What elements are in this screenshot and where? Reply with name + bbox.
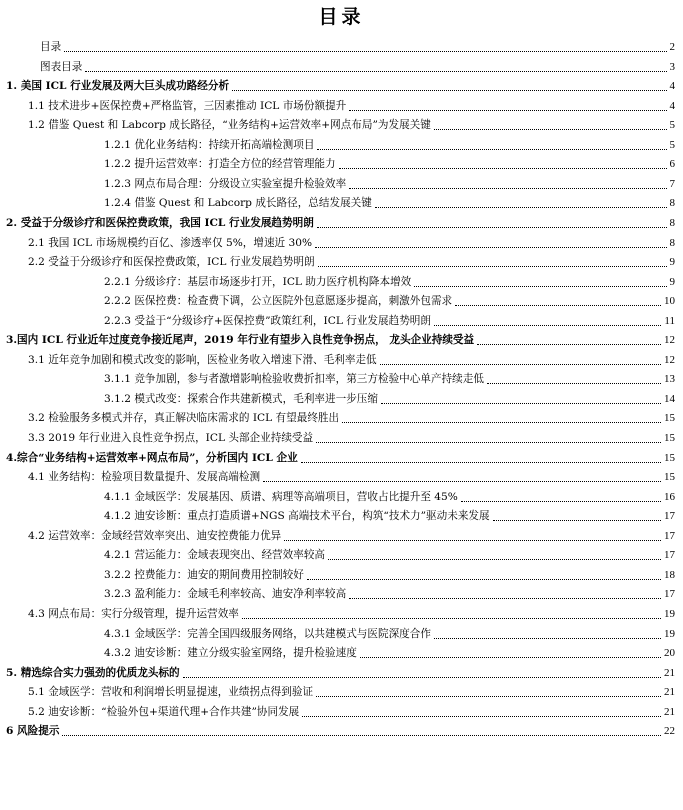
toc-page-number: 18 xyxy=(664,568,675,581)
toc-entry-label: 3.1 近年竞争加剧和模式改变的影响，医检业务收入增速下滑、毛利率走低 xyxy=(28,353,377,366)
toc-page-number: 21 xyxy=(664,705,675,718)
toc-page-number: 19 xyxy=(664,607,675,620)
toc-dot-leader xyxy=(349,188,666,189)
toc-entry[interactable] xyxy=(28,95,675,114)
toc-dot-leader xyxy=(318,266,667,267)
page-title: 目录 xyxy=(318,6,365,28)
toc-dot-leader xyxy=(302,716,661,717)
toc-entry[interactable] xyxy=(6,662,675,681)
toc-page-number: 12 xyxy=(664,334,675,347)
toc-page-number: 13 xyxy=(664,373,675,386)
toc-dot-leader xyxy=(455,305,661,306)
toc-entry[interactable] xyxy=(28,701,675,720)
toc-dot-leader xyxy=(349,598,661,599)
toc-entry-label: 4.3 网点布局：实行分级管理，提升运营效率 xyxy=(28,607,239,620)
toc-entry-label: 2.2.2 医保控费：检查费下调，公立医院外包意愿逐步提高，刺激外包需求 xyxy=(104,295,453,308)
toc-page-number: 12 xyxy=(664,353,675,366)
toc-entry[interactable] xyxy=(6,720,675,739)
toc-entry-label: 4.综合“业务结构+运营效率+网点布局”，分析国内 ICL 企业 xyxy=(6,451,298,464)
toc-page-number: 9 xyxy=(669,256,675,269)
toc-entry-label: 3.2.3 盈利能力：金域毛利率较高、迪安净利率较高 xyxy=(104,588,347,601)
toc-page-number: 15 xyxy=(664,451,675,464)
toc-dot-leader xyxy=(434,129,667,130)
toc-entry[interactable] xyxy=(6,447,675,466)
toc-entry-label: 3.3 2019 年行业进入良性竞争拐点，ICL 头部企业持续受益 xyxy=(28,432,314,444)
toc-dot-leader xyxy=(493,520,661,521)
toc-entry-label: 1. 美国 ICL 行业发展及两大巨头成功路经分析 xyxy=(6,80,230,93)
toc-page-number: 10 xyxy=(664,295,675,308)
toc-dot-leader xyxy=(477,344,661,345)
toc-page-number: 19 xyxy=(664,627,675,640)
toc-entry[interactable] xyxy=(28,525,675,544)
toc-dot-leader xyxy=(315,247,666,248)
toc-page-number: 17 xyxy=(664,529,675,542)
toc-page-number: 5 xyxy=(669,119,675,132)
toc-page-number: 8 xyxy=(669,236,675,249)
toc-page-number: 17 xyxy=(664,510,675,523)
toc-entry[interactable] xyxy=(104,134,675,153)
toc-entry-label: 5.2 迪安诊断：“检验外包+渠道代理+合作共建”协同发展 xyxy=(28,705,300,718)
toc-dot-leader xyxy=(380,364,661,365)
toc-entry-label: 目录 xyxy=(40,41,62,53)
toc-entry[interactable] xyxy=(104,368,675,387)
toc-dot-leader xyxy=(434,638,661,639)
toc-page-number: 22 xyxy=(664,725,675,738)
toc-entry-label: 1.1 技术进步+医保控费+严格监管，三因素推动 ICL 市场份额提升 xyxy=(28,99,347,112)
toc-page-number: 15 xyxy=(664,432,675,444)
toc-entry-label: 6 风险提示 xyxy=(6,725,60,738)
toc-page-number: 4 xyxy=(669,80,675,93)
toc-entry-label: 4.3.2 迪安诊断：建立分级实验室网络，提升检验速度 xyxy=(104,647,357,660)
toc-page-number: 8 xyxy=(669,216,675,229)
toc-page-number: 6 xyxy=(669,158,675,171)
toc-dot-leader xyxy=(242,618,661,619)
toc-dot-leader xyxy=(85,71,666,72)
toc-entry-label: 5.1 金域医学：营收和利润增长明显提速，业绩拐点得到验证 xyxy=(28,686,314,699)
toc-entry-label: 2.2.1 分级诊疗：基层市场逐步打开，ICL 助力医疗机构降本增效 xyxy=(104,275,412,288)
toc-entry[interactable] xyxy=(28,232,675,251)
toc-page-number: 3 xyxy=(669,60,675,73)
toc-page-number: 17 xyxy=(664,549,675,562)
toc-entry[interactable] xyxy=(28,349,675,368)
toc-entry-label: 1.2.4 借鉴 Quest 和 Labcorp 成长路径，总结发展关键 xyxy=(104,197,372,210)
toc-page-number: 20 xyxy=(664,647,675,660)
toc-dot-leader xyxy=(316,696,661,697)
toc-entry[interactable] xyxy=(6,212,675,231)
toc-dot-leader xyxy=(317,227,667,228)
toc-entry-label: 3.1.2 模式改变：探索合作共建新模式，毛利率进一步压缩 xyxy=(104,392,378,405)
toc-dot-leader xyxy=(349,110,666,111)
toc-page-number: 16 xyxy=(664,490,675,503)
toc-entry[interactable] xyxy=(104,544,675,563)
toc-dot-leader xyxy=(263,481,661,482)
toc-dot-leader xyxy=(316,442,661,443)
toc-entry-label: 5. 精选综合实力强劲的优质龙头标的 xyxy=(6,666,180,679)
toc-dot-leader xyxy=(381,403,661,404)
toc-page-number: 4 xyxy=(669,99,675,112)
toc-page-number: 17 xyxy=(664,588,675,601)
toc-entry[interactable] xyxy=(104,564,675,583)
toc-entry[interactable] xyxy=(104,153,675,172)
toc-entry-label: 2. 受益于分级诊疗和医保控费政策，我国 ICL 行业发展趋势明朗 xyxy=(6,216,314,229)
toc-page-number: 15 xyxy=(664,412,675,425)
toc-entry-label: 4.1.2 迪安诊断：重点打造质谱+NGS 高端技术平台，构筑“技术力”驱动未来发展 xyxy=(104,510,490,523)
toc-page-number: 5 xyxy=(669,138,675,151)
toc-entry-label: 1.2 借鉴 Quest 和 Labcorp 成长路径，“业务结构+运营效率+网点布局”为发展关键 xyxy=(28,119,431,132)
toc-dot-leader xyxy=(487,383,661,384)
toc-page-number: 9 xyxy=(669,275,675,288)
toc-page-number: 21 xyxy=(664,686,675,699)
toc-entry[interactable] xyxy=(104,310,675,329)
toc-dot-leader xyxy=(317,149,666,150)
toc-page-number: 14 xyxy=(664,392,675,405)
toc-dot-leader xyxy=(232,90,666,91)
toc-dot-leader xyxy=(461,501,661,502)
toc-entry-label: 图表目录 xyxy=(40,60,83,73)
toc-entry[interactable] xyxy=(28,114,675,133)
toc-dot-leader xyxy=(64,51,666,52)
toc-dot-leader xyxy=(307,579,661,580)
toc-entry[interactable] xyxy=(104,192,675,211)
toc-entry[interactable] xyxy=(28,427,675,446)
toc-page-number: 11 xyxy=(664,314,675,327)
toc-entry[interactable] xyxy=(28,466,675,485)
toc-dot-leader xyxy=(62,735,661,736)
toc-entry[interactable] xyxy=(104,388,675,407)
toc-entry[interactable] xyxy=(104,290,675,309)
toc-dot-leader xyxy=(414,286,666,287)
toc-dot-leader xyxy=(301,462,661,463)
toc-dot-leader xyxy=(360,657,661,658)
toc-entry[interactable] xyxy=(6,75,675,94)
toc-dot-leader xyxy=(375,207,667,208)
toc-dot-leader xyxy=(183,677,661,678)
toc-entry-label: 4.3.1 金域医学：完善全国四级服务网络，以共建模式与医院深度合作 xyxy=(104,627,431,640)
toc-entry-label: 4.2.1 营运能力：金域表现突出、经营效率较高 xyxy=(104,549,326,562)
toc-entry[interactable] xyxy=(6,329,675,348)
toc-entry-label: 3.国内 ICL 行业近年过度竞争接近尾声，2019 年行业有望步入良性竞争拐点， 龙头企业持续受益 xyxy=(6,334,475,347)
toc-entry-label: 1.2.3 网点布局合理：分级设立实验室提升检验效率 xyxy=(104,177,347,190)
toc-entry-label: 3.2.2 控费能力：迪安的期间费用控制较好 xyxy=(104,568,304,581)
toc-entry-label: 3.2 检验服务多模式并存，真正解决临床需求的 ICL 有望最终胜出 xyxy=(28,412,340,425)
toc-entry-label: 2.2 受益于分级诊疗和医保控费政策，ICL 行业发展趋势明朗 xyxy=(28,256,315,269)
toc-entry[interactable] xyxy=(28,251,675,270)
toc-entry[interactable] xyxy=(104,642,675,661)
toc-entry-label: 3.1.1 竞争加剧，参与者激增影响检验收费折扣率，第三方检验中心单产持续走低 xyxy=(104,373,484,386)
toc-entry[interactable] xyxy=(28,603,675,622)
toc-entry[interactable] xyxy=(104,271,675,290)
toc-entry-label: 2.1 我国 ICL 市场规模约百亿、渗透率仅 5%，增速近 30% xyxy=(28,236,313,249)
toc-page-number: 21 xyxy=(664,666,675,679)
toc-entry-label: 4.1 业务结构：检验项目数量提升、发展高端检测 xyxy=(28,471,261,484)
toc-entry-label: 2.2.3 受益于“分级诊疗+医保控费”政策红利，ICL 行业发展趋势明朗 xyxy=(104,314,431,327)
toc-page-number: 8 xyxy=(669,197,675,210)
toc-entry[interactable] xyxy=(28,407,675,426)
toc-entry-label: 4.2 运营效率：金域经营效率突出、迪安控费能力优异 xyxy=(28,529,282,542)
toc-entry-label: 1.2.1 优化业务结构：持续开拓高端检测项目 xyxy=(104,138,315,151)
toc-entry[interactable] xyxy=(104,505,675,524)
toc-dot-leader xyxy=(434,325,661,326)
toc-page-number: 15 xyxy=(664,471,675,484)
toc-entry[interactable] xyxy=(40,56,675,75)
toc-entry[interactable] xyxy=(104,623,675,642)
toc-dot-leader xyxy=(342,422,661,423)
toc-dot-leader xyxy=(339,168,667,169)
toc-entry[interactable] xyxy=(28,681,675,700)
toc-entry[interactable] xyxy=(104,583,675,602)
toc-entry[interactable] xyxy=(40,36,675,55)
toc-entry-label: 1.2.2 提升运营效率：打造全方位的经营管理能力 xyxy=(104,158,336,171)
toc-entry[interactable] xyxy=(104,486,675,505)
toc-entry[interactable] xyxy=(104,173,675,192)
toc-page-number: 2 xyxy=(669,41,675,53)
toc-dot-leader xyxy=(328,559,661,560)
toc-page-number: 7 xyxy=(669,177,675,190)
toc-dot-leader xyxy=(284,540,661,541)
toc-entry-label: 4.1.1 金域医学：发展基因、质谱、病理等高端项目，营收占比提升至 45% xyxy=(104,490,458,503)
